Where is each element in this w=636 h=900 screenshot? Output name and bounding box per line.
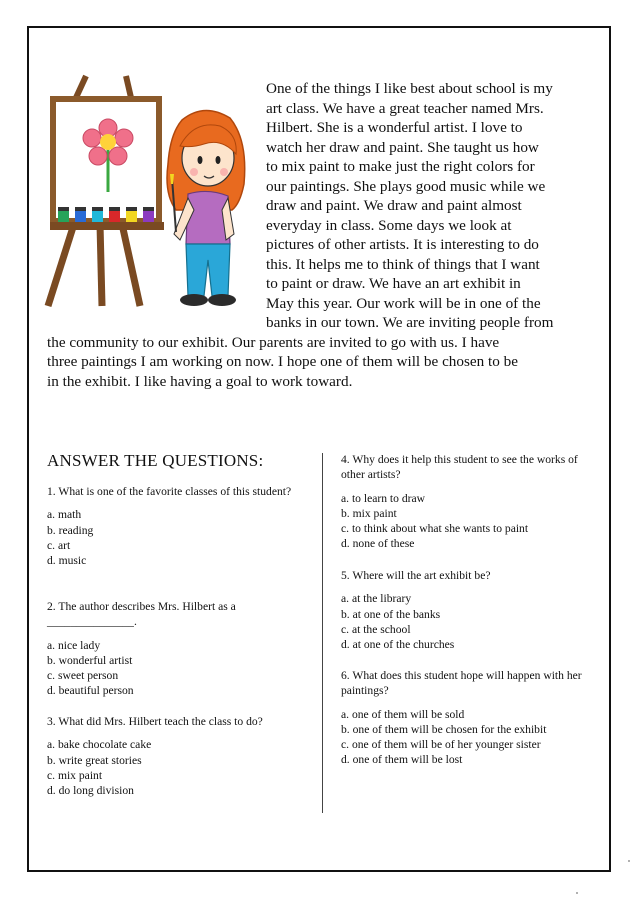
answer-option: a. nice lady [47,638,101,652]
question-text: 3. What did Mrs. Hilbert teach the class to do? [47,715,263,728]
question-4 [341,452,586,552]
answer-option: d. beautiful person [47,684,134,698]
question-text: 2. The author describes Mrs. Hilbert as a _______________. [47,600,236,629]
answer-option: b. mix paint [341,506,397,520]
answer-option: a. one of them will be sold [341,707,465,721]
passage-line: pictures of other artists. It is interesting to do [266,236,539,253]
passage-line: May this year. Our work will be in one of the [266,295,541,312]
question-1 [47,484,307,568]
answer-option: b. at one of the banks [341,607,441,621]
passage-line: the community to our exhibit. Our parents are invited to go with us. I have [47,334,500,351]
passage-line: our paintings. She plays good music while we [266,178,546,195]
question-text: 5. Where will the art exhibit be? [341,569,491,582]
answer-option: a. to learn to draw [341,491,426,505]
answer-option: d. one of them will be lost [341,753,463,767]
passage-line: banks in our town. We are inviting people from [266,314,554,331]
answer-option: b. reading [47,523,94,537]
answer-option: d. none of these [341,537,415,551]
passage-line: Hilbert. She is a wonderful artist. I love to [266,119,523,136]
passage-line: art class. We have a great teacher named Mrs. [266,100,544,117]
answer-option: d. at one of the churches [341,638,455,652]
question-text: 1. What is one of the favorite classes of this student? [47,485,292,498]
answer-option: c. art [47,538,71,552]
easel-icon [48,76,164,306]
column-divider [322,453,323,813]
passage-line: draw and paint. We draw and paint almost [266,197,522,214]
passage-line: watch her draw and paint. She taught us how [266,139,539,156]
scan-speck [576,892,578,894]
answer-option: c. sweet person [47,669,119,683]
girl-painting-illustration [44,74,254,314]
passage-line: everyday in class. Some days we look at [266,217,512,234]
answer-option: d. do long division [47,784,134,798]
question-5 [341,568,591,652]
answer-option: b. one of them will be chosen for the exhibit [341,722,547,736]
question-text: 6. What does this student hope will happen with her paintings? [341,669,582,698]
answer-option: c. at the school [341,622,411,636]
answer-option: c. to think about what she wants to paint [341,522,529,536]
answer-option: a. bake chocolate cake [47,738,152,752]
section-heading: ANSWER THE QUESTIONS: [47,451,264,470]
question-2 [47,599,297,699]
question-text: 4. Why does it help this student to see the works of other artists? [341,453,578,482]
girl-icon [167,110,245,306]
passage-line: three paintings I am working on now. I hope one of them will be chosen to be [47,353,518,370]
answer-option: a. at the library [341,592,412,606]
answer-option: d. music [47,554,87,568]
question-3 [47,714,317,798]
question-6 [341,668,591,768]
answer-option: a. math [47,508,82,522]
answer-option: c. mix paint [47,768,103,782]
passage-line: to mix paint to make just the right colors for [266,158,535,175]
scan-speck [628,860,630,862]
passage-line: in the exhibit. I like having a goal to work toward. [47,373,353,390]
answer-option: b. wonderful artist [47,653,133,667]
passage-line: this. It helps me to think of things that I want [266,256,540,273]
passage-line: to paint or draw. We have an art exhibit in [266,275,521,292]
answer-option: c. one of them will be of her younger sister [341,738,541,752]
passage-line: One of the things I like best about school is my [266,80,553,97]
answer-option: b. write great stories [47,753,142,767]
